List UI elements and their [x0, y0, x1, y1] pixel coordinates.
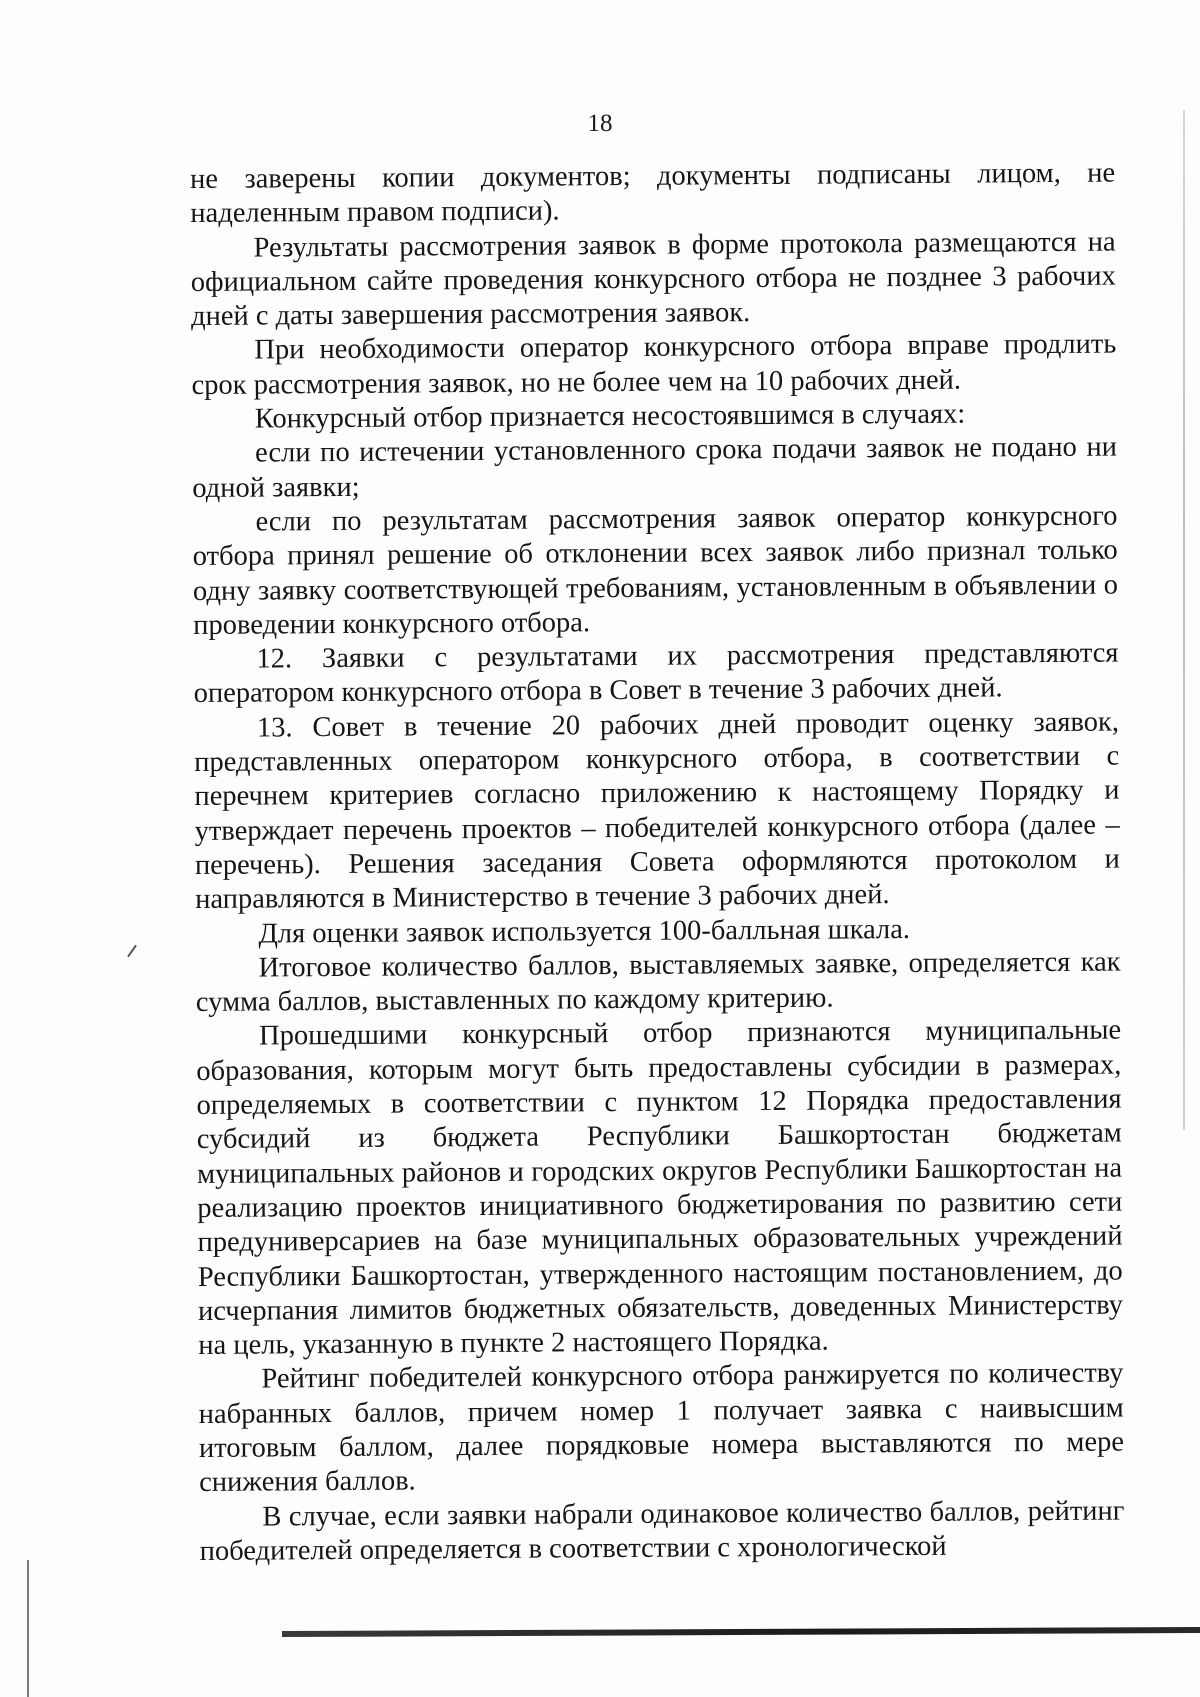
page-number: 18 — [587, 110, 613, 137]
paragraph: Итоговое количество баллов, выставляемых заявке, определяется как сумма баллов, выставленных по каждому критерию. — [195, 946, 1121, 1019]
paragraph: Для оценки заявок используется 100-балльная шкала. — [258, 913, 911, 950]
document-body — [190, 157, 1125, 1570]
paragraph: если по результатам рассмотрения заявок оператор конкурсного отбора принял решение об отклонении всех заявок либо признал только одну заявку соответствующей требованиям, установленным в объявлении о проведении конкурсного отбора. — [192, 500, 1119, 641]
scan-edge-right — [1183, 110, 1185, 1130]
paragraph: не заверены копии документов; документы подписаны лицом, не наделенным правом подписи). — [190, 157, 1116, 230]
scan-edge-left — [27, 1560, 29, 1697]
paragraph: Результаты рассмотрения заявок в форме протокола размещаются на официальном сайте проведения конкурсного отбора не позднее 3 рабочих дней с даты завершения рассмотрения заявок. — [190, 226, 1116, 333]
paragraph: 12. Заявки с результатами их рассмотрения представляются оператором конкурсного отбора в Совет в течение 3 рабочих дней. — [193, 637, 1119, 710]
paragraph: 13. Совет в течение 20 рабочих дней проводит оценку заявок, представленных оператором конкурсного отбора, в соответствии с перечнем критериев согласно приложению к настоящему Порядку и утверждает перечень проектов – победителей конкурсного отбора (далее – перечень). Решения заседания Совета оформляются протоколом и направляются в Министерство в течение 3 рабочих дней. — [194, 706, 1120, 916]
scan-speck — [127, 945, 137, 958]
paragraph: если по истечении установленного срока подачи заявок не подано ни одной заявки; — [192, 431, 1118, 504]
scan-edge-bottom — [282, 1627, 1200, 1637]
paragraph: В случае, если заявки набрали одинаковое количество баллов, рейтинг победителей определяется в соответствии с хронологической — [199, 1495, 1125, 1567]
paragraph: Конкурсный отбор признается несостоявшимся в случаях: — [254, 398, 966, 435]
paragraph: Прошедшими конкурсный отбор признаются муниципальные образования, которым могут быть предоставлены субсидии в размерах, определяемых в соответствии с пунктом 12 Порядка предоставления субсидий из бюджета Республики Башкортостан бюджетам муниципальных районов и городских округов Республики Башкортостан на реализацию проектов инициативного бюджетирования по развитию сети предуниверсариев на базе муниципальных образовательных учреждений Республики Башкортостан, утвержденного настоящим постановлением, до исчерпания лимитов бюджетных обязательств, доведенных Министерству на цель, указанную в пункте 2 настоящего Порядка. — [196, 1014, 1124, 1362]
paragraph: При необходимости оператор конкурсного отбора вправе продлить срок рассмотрения заявок, но не более чем на 10 рабочих дней. — [191, 329, 1117, 401]
paragraph: Рейтинг победителей конкурсного отбора ранжируется по количеству набранных баллов, причем номер 1 получает заявка с наивысшим итоговым баллом, далее порядковые номера выставляются по мере снижения баллов. — [198, 1357, 1125, 1499]
